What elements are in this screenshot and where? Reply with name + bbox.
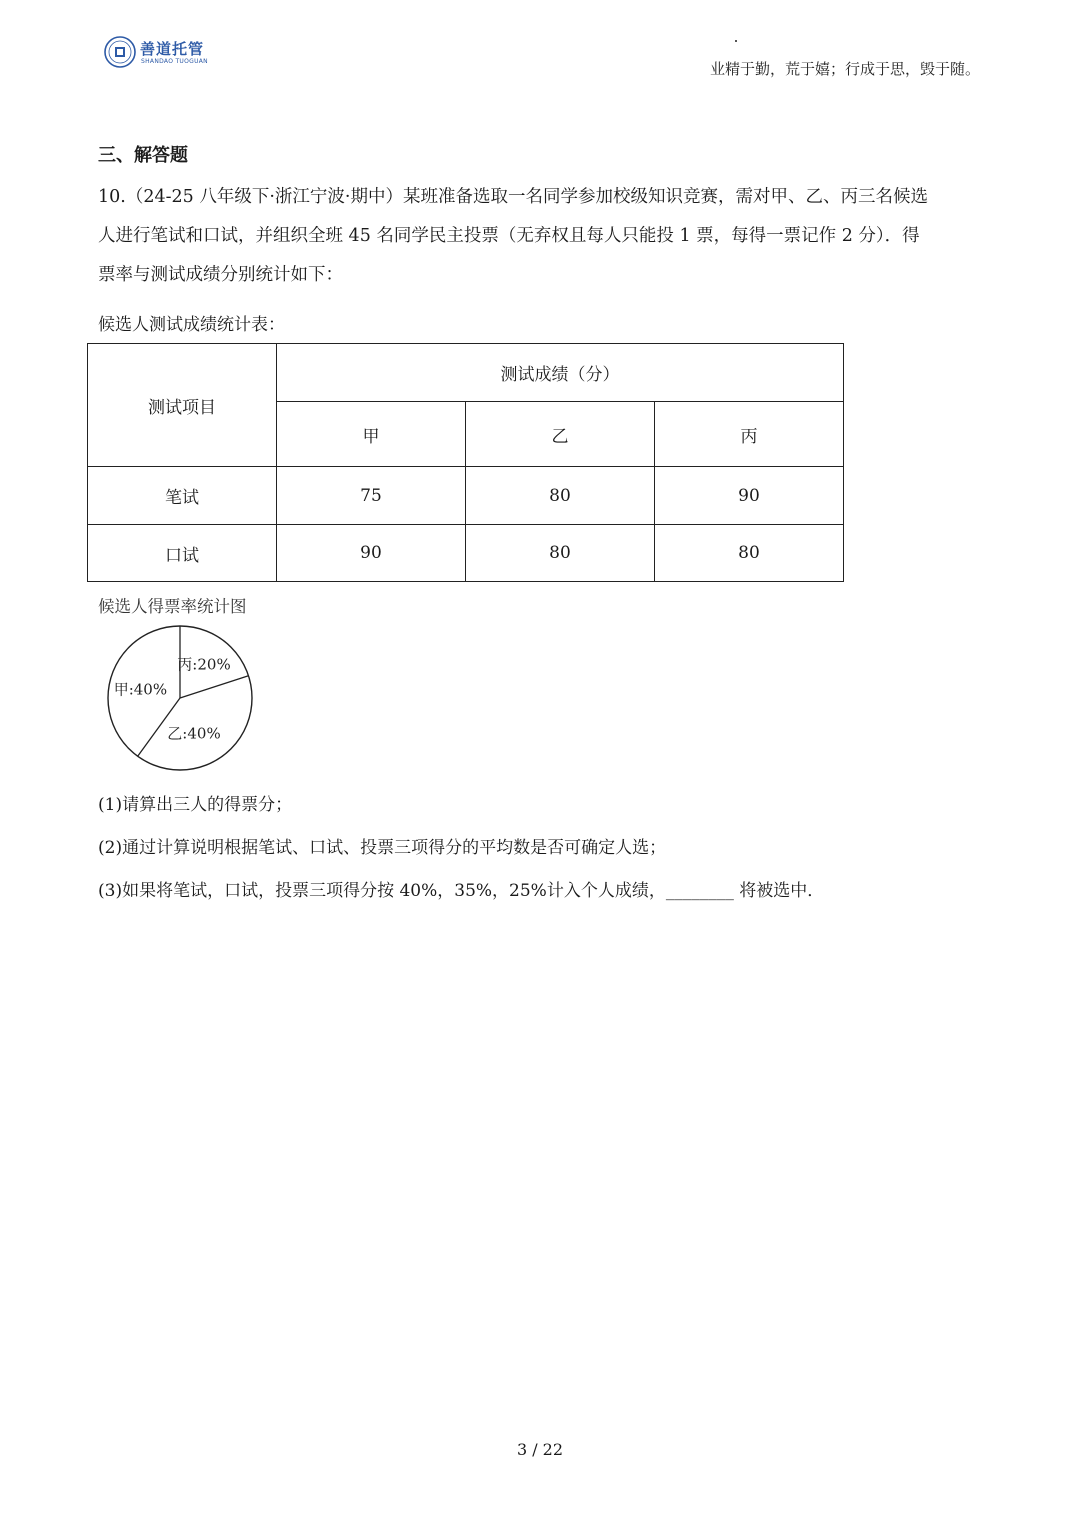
brand-logo xyxy=(104,36,254,72)
sub-question-2: (2)通过计算说明根据笔试、口试、投票三项得分的平均数是否可确定人选； xyxy=(98,838,667,858)
candidate-header: 乙 xyxy=(466,402,655,467)
question-line: 票率与测试成绩分别统计如下： xyxy=(98,265,343,285)
table-cell: 80 xyxy=(655,525,844,582)
table-row xyxy=(88,467,844,525)
seal-icon xyxy=(104,36,136,68)
chart-title: 候选人得票率统计图 xyxy=(98,597,247,616)
sub-question-3: (3)如果将笔试，口试，投票三项得分按 40%，35%，25%计入个人成绩，________ 将被选中． xyxy=(98,881,825,901)
table-caption: 候选人测试成绩统计表： xyxy=(98,315,285,335)
question-line: 人进行笔试和口试，并组织全班 45 名同学民主投票（无弃权且每人只能投 1 票，每得一票记作 2 分）．得 xyxy=(98,226,920,246)
table-header-item: 测试项目 xyxy=(88,344,277,467)
question-line: 10.（24-25 八年级下·浙江宁波·期中）某班准备选取一名同学参加校级知识竞赛，需对甲、乙、丙三名候选 xyxy=(98,187,928,207)
table-header-score: 测试成绩（分） xyxy=(277,344,844,402)
brand-name: 善道托管 xyxy=(140,40,205,58)
pie-slice-label: 丙:20% xyxy=(177,655,231,674)
table-row xyxy=(88,525,844,582)
pie-slice-label: 乙:40% xyxy=(167,724,221,743)
row-label: 口试 xyxy=(88,525,277,582)
table-cell: 90 xyxy=(655,467,844,525)
table-cell: 80 xyxy=(466,467,655,525)
section-title: 三、解答题 xyxy=(98,145,188,166)
page-number: 3 / 22 xyxy=(516,1440,564,1459)
header-dot xyxy=(735,40,737,42)
brand-subtitle: SHANDAO TUOGUAN xyxy=(141,58,208,65)
score-table xyxy=(87,343,844,582)
candidate-header: 甲 xyxy=(277,402,466,467)
table-cell: 80 xyxy=(466,525,655,582)
header-motto: 业精于勤，荒于嬉；行成于思，毁于随。 xyxy=(709,60,980,78)
sub-question-1: (1)请算出三人的得票分； xyxy=(98,795,293,815)
table-cell: 90 xyxy=(277,525,466,582)
pie-slice-label: 甲:40% xyxy=(113,680,168,699)
candidate-header: 丙 xyxy=(655,402,844,467)
question-stem xyxy=(98,178,982,295)
row-label: 笔试 xyxy=(88,467,277,525)
table-cell: 75 xyxy=(277,467,466,525)
vote-rate-pie-chart xyxy=(100,618,260,778)
